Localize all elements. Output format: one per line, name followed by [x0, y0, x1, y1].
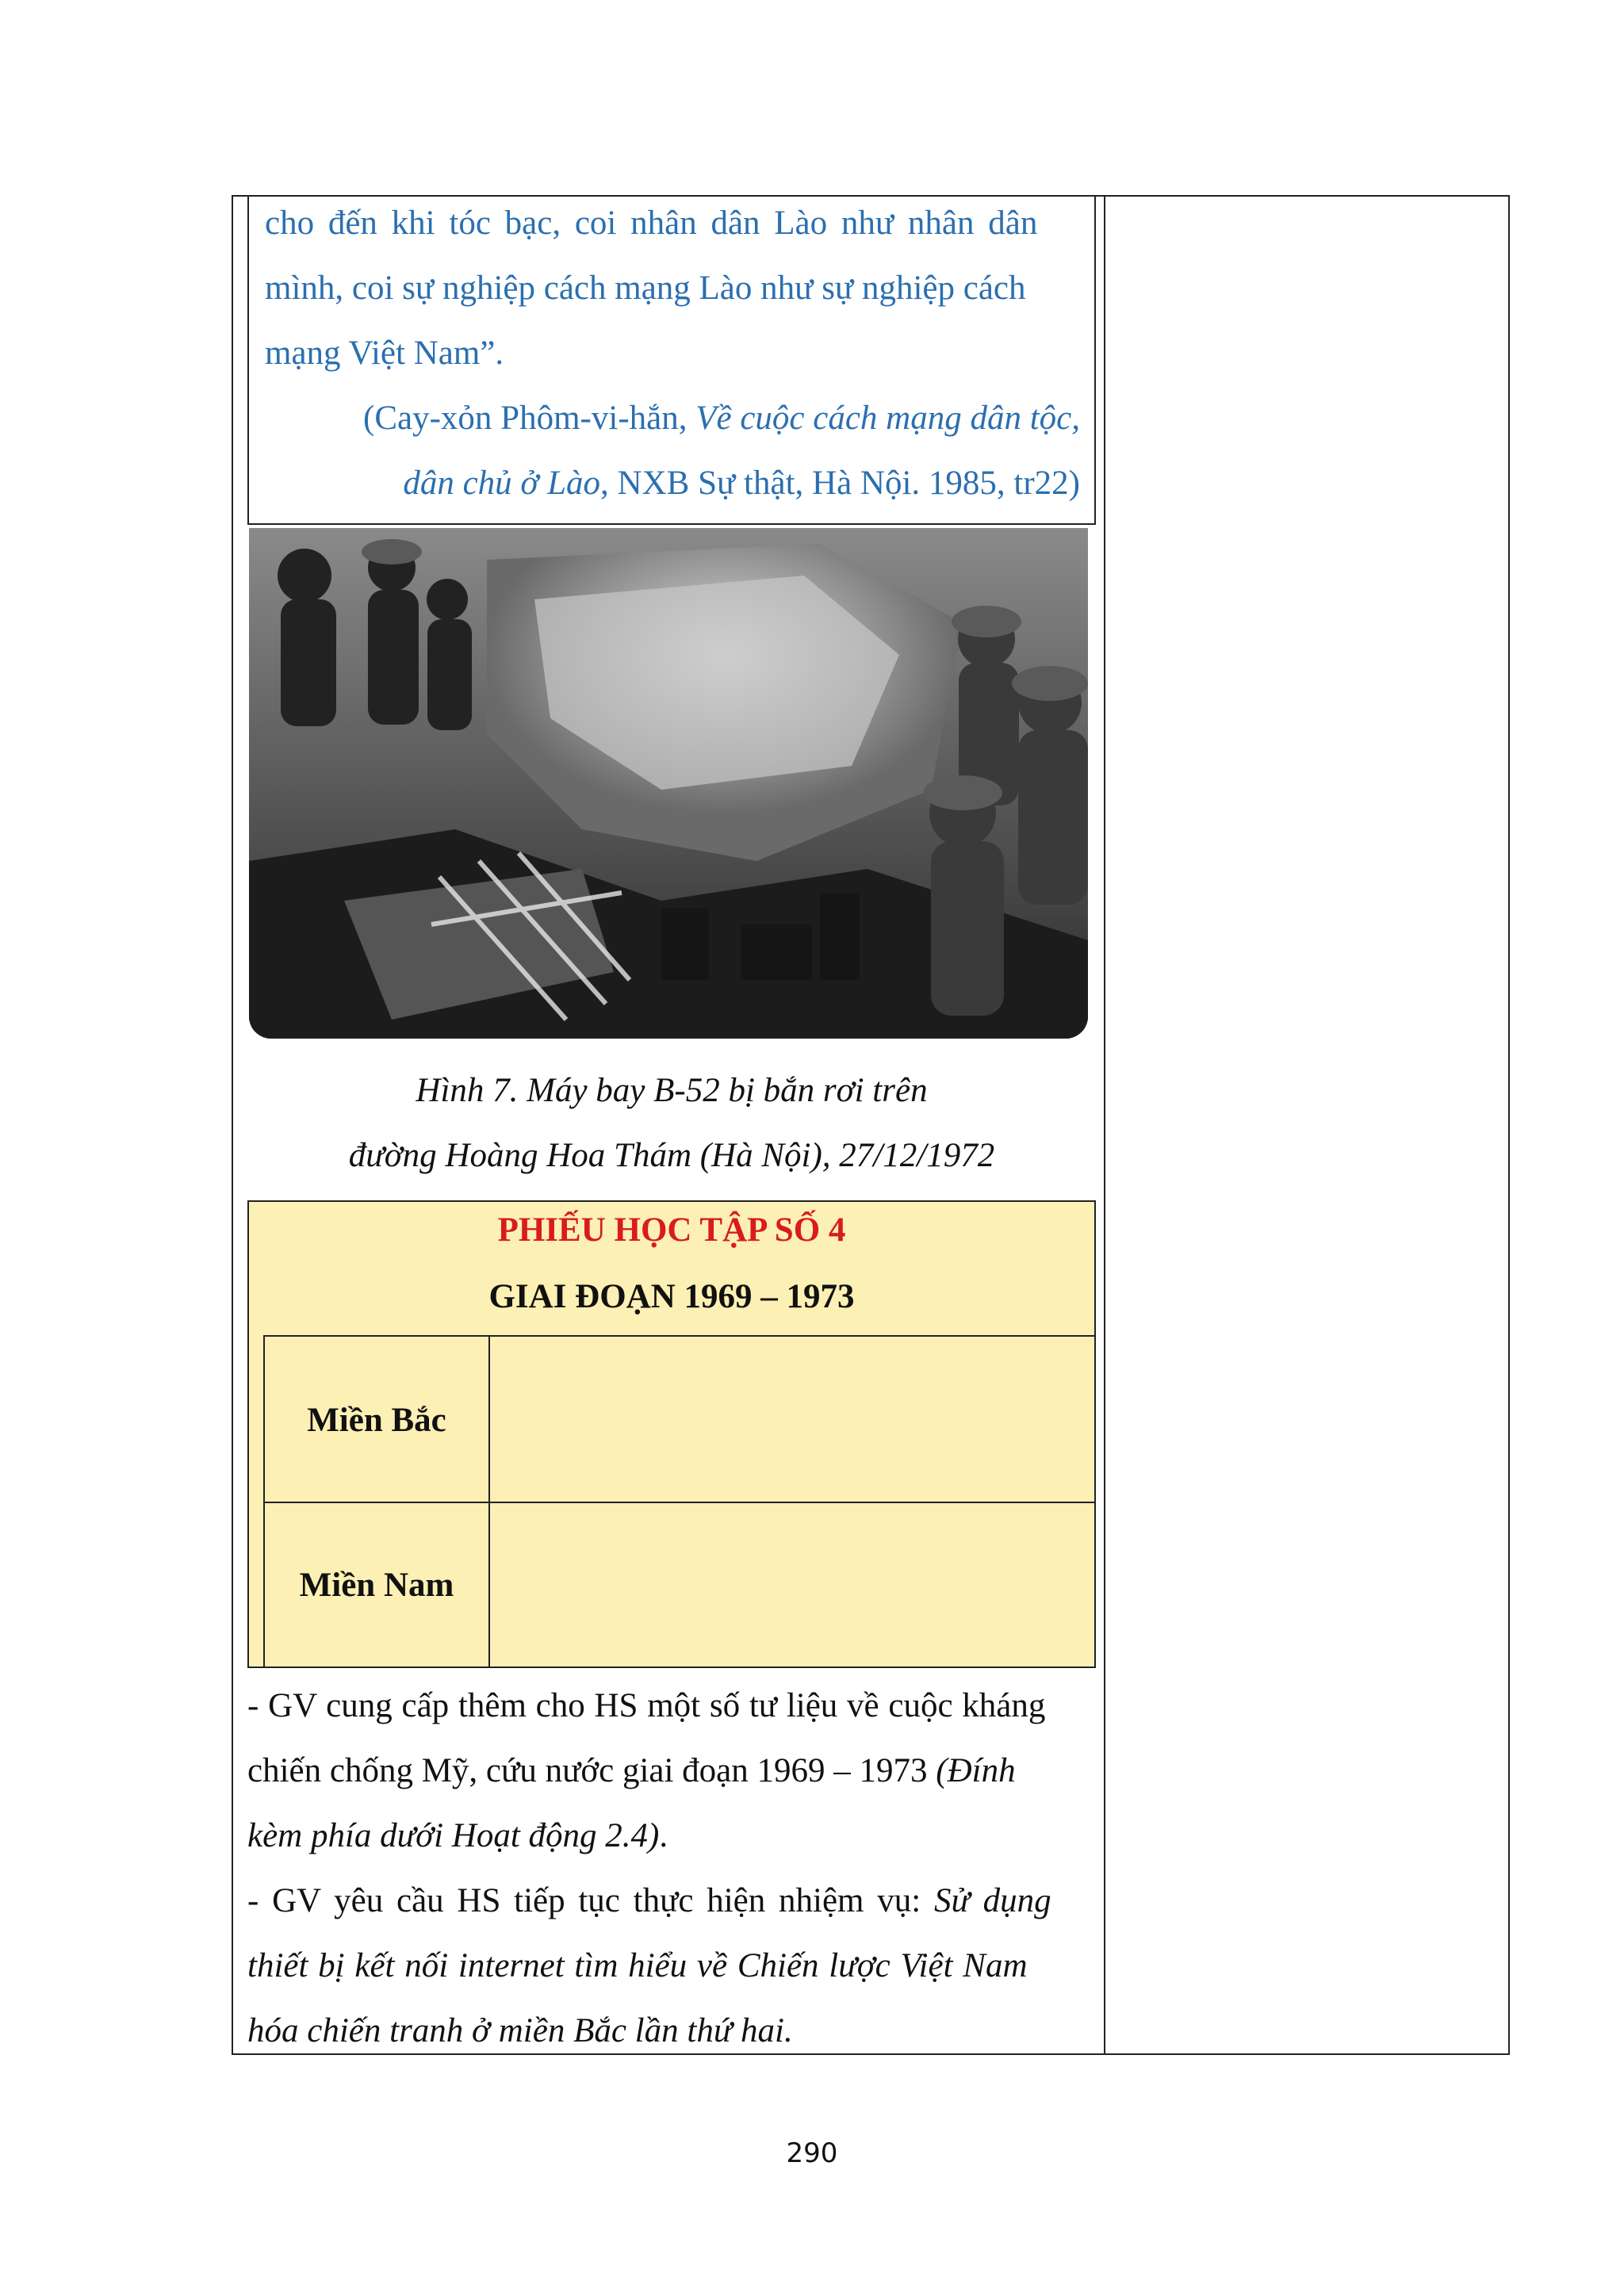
answer-cell-south[interactable]: [490, 1503, 1096, 1668]
body-text-line: [247, 1819, 1096, 1853]
body-text-line: hóa chiến tranh ở miền Bắc lần thứ hai.: [247, 2012, 793, 2049]
body-text-line: thiết bị kết nối internet tìm hiểu về Chiến lược Việt Nam: [247, 1947, 1028, 1984]
body-text: - GV yêu cầu HS tiếp tục thực hiện nhiệm vụ:: [247, 1882, 934, 1919]
citation-book-title: Về cuộc cách mạng dân tộc,: [695, 400, 1080, 437]
photo-illustration: [249, 528, 1088, 1039]
worksheet-subtitle: GIAI ĐOẠN 1969 – 1973: [488, 1278, 855, 1315]
quote-line: mình, coi sự nghiệp cách mạng Lào như sự nghiệp cách: [265, 270, 1026, 307]
worksheet-grid: [263, 1335, 1096, 1668]
row-label-north: Miền Bắc: [307, 1402, 446, 1439]
body-text: .: [659, 1817, 668, 1854]
body-text-line: - GV cung cấp thêm cho HS một số tư liệu về cuộc kháng: [247, 1687, 1046, 1724]
table-column-divider: [1104, 197, 1105, 2053]
quote-line: cho đến khi tóc bạc, coi nhân dân Lào như nhân dân: [265, 205, 1038, 242]
page-number: 290: [786, 2137, 838, 2169]
figure-caption: Hình 7. Máy bay B-52 bị bắn rơi trên: [416, 1072, 928, 1109]
answer-cell-north[interactable]: [490, 1337, 1096, 1502]
body-text-italic: (Đính: [936, 1752, 1016, 1789]
quote-citation: [403, 466, 1080, 500]
worksheet-box: [247, 1200, 1096, 1668]
quote-box: [247, 195, 1096, 525]
figure-caption: đường Hoàng Hoa Thám (Hà Nội), 27/12/1972: [348, 1137, 995, 1174]
quote-line: mạng Việt Nam”.: [265, 335, 504, 372]
lesson-table: [232, 195, 1510, 2055]
quote-citation: [363, 401, 1080, 435]
body-text-italic: Sử dụng: [933, 1882, 1051, 1919]
body-text-line: [247, 1884, 1096, 1918]
body-text-line: [247, 1754, 1096, 1788]
b52-wreckage-photo: [249, 528, 1088, 1039]
worksheet-title: PHIẾU HỌC TẬP SỐ 4: [497, 1211, 846, 1249]
body-text-italic: kèm phía dưới Hoạt động 2.4): [247, 1817, 660, 1854]
body-text: chiến chống Mỹ, cứu nước giai đoạn 1969 – 1973: [247, 1752, 936, 1789]
citation-book-title: dân chủ ở Lào: [403, 465, 601, 502]
row-label-south: Miền Nam: [299, 1567, 454, 1604]
citation-open: (Cay-xỏn Phôm-vi-hắn,: [363, 400, 696, 437]
citation-publisher: , NXB Sự thật, Hà Nội. 1985, tr22): [600, 465, 1080, 502]
